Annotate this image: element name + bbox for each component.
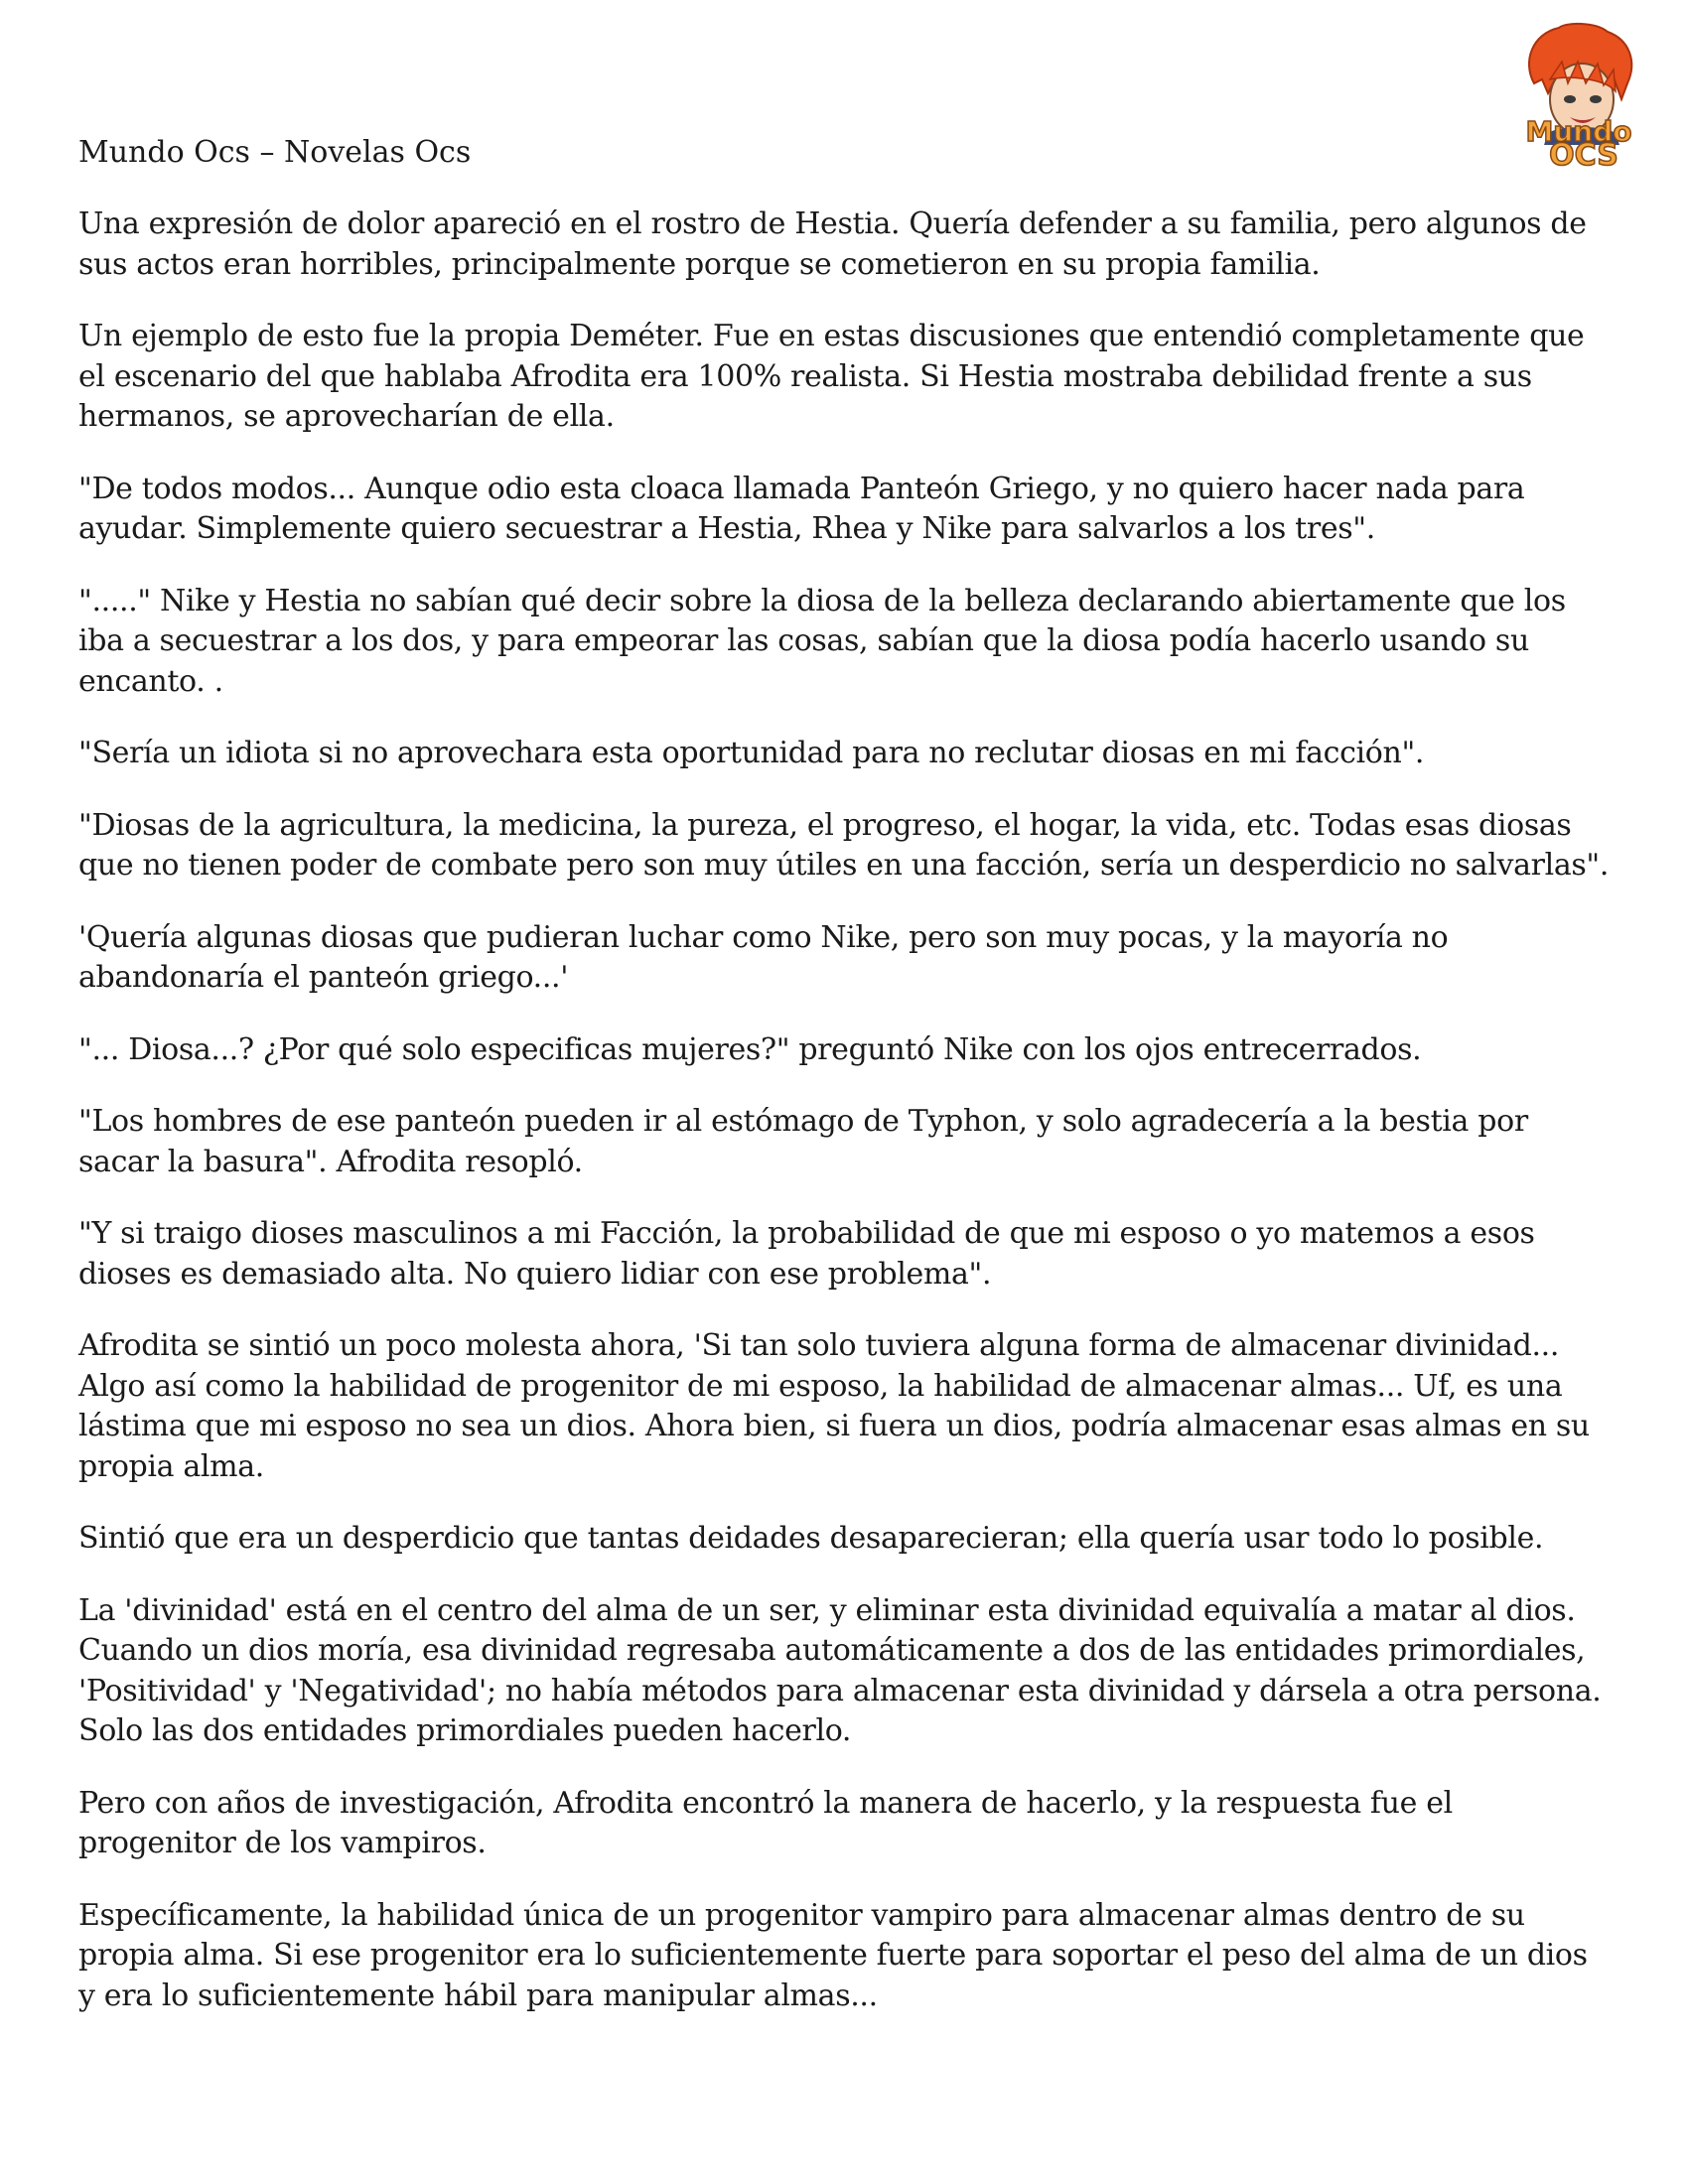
site-title: Mundo Ocs – Novelas Ocs [78, 135, 472, 170]
paragraph: Un ejemplo de esto fue la propia Deméter. Fue en estas discusiones que entendió completamente que el escenario del que hablaba Afrodita era 100% realista. Si Hestia mostraba debilidad frente a sus hermanos, se aprovecharían de ella. [78, 319, 1585, 434]
document-body [78, 205, 1613, 2048]
paragraph: Pero con años de investigación, Afrodita encontró la manera de hacerlo, y la respuesta fue el progenitor de los vampiros. [78, 1785, 1453, 1860]
logo-text-line1: Mundo [1525, 115, 1632, 148]
paragraph: 'Quería algunas diosas que pudieran luchar como Nike, pero son muy pocas, y la mayoría no abandonaría el panteón griego...' [78, 919, 1449, 995]
logo-graphic [1504, 22, 1653, 169]
paragraph: "Y si traigo dioses masculinos a mi Facción, la probabilidad de que mi esposo o yo matemos a esos dioses es demasiado alta. No quiero lidiar con ese problema". [78, 1216, 1535, 1292]
paragraph: "... Diosa...? ¿Por qué solo especificas mujeres?" preguntó Nike con los ojos entrecerrados. [78, 1031, 1422, 1067]
paragraph: Específicamente, la habilidad única de un progenitor vampiro para almacenar almas dentro de su propia alma. Si ese progenitor era lo suficientemente fuerte para soportar el peso del alma de un dios y era lo suficientemente hábil para manipular almas... [78, 1897, 1588, 2013]
paragraph: "Sería un idiota si no aprovechara esta oportunidad para no reclutar diosas en mi facción". [78, 736, 1425, 770]
paragraph: "....." Nike y Hestia no sabían qué decir sobre la diosa de la belleza declarando abiertamente que los iba a secuestrar a los dos, y para empeorar las cosas, sabían que la diosa podía hacerlo usando su encanto. . [78, 583, 1566, 699]
mundo-ocs-logo [1504, 22, 1653, 169]
paragraph: "De todos modos... Aunque odio esta cloaca llamada Panteón Griego, y no quiero hacer nada para ayudar. Simplemente quiero secuestrar a Hestia, Rhea y Nike para salvarlos a los tres". [78, 471, 1525, 546]
paragraph: Sintió que era un desperdicio que tantas deidades desaparecieran; ella quería usar todo lo posible. [78, 1521, 1544, 1556]
paragraph: Una expresión de dolor apareció en el rostro de Hestia. Quería defender a su familia, pero algunos de sus actos eran horribles, principalmente porque se cometieron en su propia familia. [78, 206, 1587, 282]
paragraph: "Los hombres de ese panteón pueden ir al estómago de Typhon, y solo agradecería a la bestia por sacar la basura". Afrodita resopló. [78, 1104, 1528, 1179]
paragraph: La 'divinidad' está en el centro del alma de un ser, y eliminar esta divinidad equivalía a matar al dios. Cuando un dios moría, esa divinidad regresaba automáticamente a dos de las entidades primordiales, 'Positividad' y 'Negatividad'; no había métodos para almacenar esta divinidad y dársela a otra persona. Solo las dos entidades primordiales pueden hacerlo. [78, 1592, 1602, 1748]
logo-text-line2: OCS [1549, 138, 1618, 169]
paragraph: Afrodita se sintió un poco molesta ahora, 'Si tan solo tuviera alguna forma de almacenar divinidad... Algo así como la habilidad de progenitor de mi esposo, la habilidad de almacenar almas... Uf, es una lástima que mi esposo no sea un dios. Ahora bien, si fuera un dios, podría almacenar esas almas en su propia alma. [78, 1328, 1590, 1484]
paragraph: "Diosas de la agricultura, la medicina, la pureza, el progreso, el hogar, la vida, etc. Todas esas diosas que no tienen poder de combate pero son muy útiles en una facción, sería un desperdicio no salvarlas". [78, 807, 1610, 883]
